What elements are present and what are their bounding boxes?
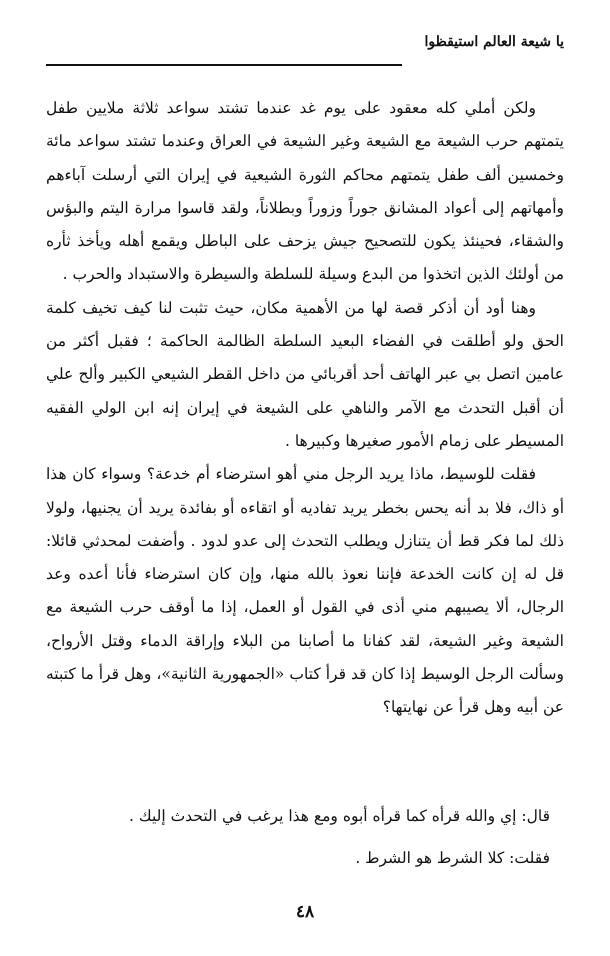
paragraph: ولكن أملي كله معقود على يوم غد عندما تشتد سواعد ثلاثة ملايين طفل يتمتهم حرب الشيعة مع الشيعة وغير الشيعة في العراق وعندما تشتد سواعد مائة وخمسين ألف طفل يتمتهم محاكم الثورة الشيعية في إيران التي أرسلت آباءهم وأمهاتهم إلى أعواد المشانق جوراً وزوراً وبطلاناً، ولقد قاسوا مرارة اليتم والبؤس والشقاء، فحينئذ يكون للتصحيح جيش يزحف على الباطل ويقمع أهله ويأخذ ثأره من أولئك الذين اتخذوا من البدع وسيلة للسلطة والسيطرة والاستبداد والحرب . [46,99,564,284]
header-rule [46,64,402,66]
page-number: ٤٨ [295,902,315,922]
running-header [46,30,564,70]
dialogue-line: قال: إي والله قرأه كما قرأه أبوه ومع هذا يرغب في التحدث إليك . [129,807,550,825]
paragraph: فقلت للوسيط، ماذا يريد الرجل مني أهو استرضاء أم خدعة؟ وسواء كان هذا أو ذاك، فلا بد أنه يحس بخطر يريد تفاديه أو اتقاءه أو بفائدة يريد أن يجنيها، ولولا ذلك لما فكر قط أن يتنازل ويطلب التحدث إلى عدو لدود . وأضفت لمحدثي قائلا: قل له إن كانت الخدعة فإننا نعوذ بالله منها، وإن كان استرضاء فأنا أعده وعد الرجال، ألا يصيبهم مني أذى في القول أو العمل، إذا ما أوقف حرب الشيعة مع الشيعة وغير الشيعة، لقد كفانا ما أصابنا من البلاء وإراقة الدماء وقتل الأرواح، وسألت الرجل الوسيط إذا كان قد قرأ كتاب «الجمهورية الثانية»، وهل قرأ ما كتبته عن أبيه وهل قرأ عن نهايتها؟ [46,465,564,717]
dialogue-line: فقلت: كلا الشرط هو الشرط . [355,849,550,867]
body-text [46,92,564,725]
running-header-title: يا شيعة العالم استيقظوا [424,34,564,50]
paragraph: وهنا أود أن أذكر قصة لها من الأهمية مكان، حيث تثبت لنا كيف تخيف كلمة الحق ولو أطلقت في الفضاء البعيد السلطة الظالمة الحاكمة ؛ فقبل أكثر من عامين اتصل بي عبر الهاتف أحد أقربائي من داخل القطر الشيعي الكبير وألح علي أن أقبل التحدث مع الآمر والناهي على الشيعة في إيران إنه ابن الولي الفقيه المسيطر على زمام الأمور صغيرها وكبيرها . [46,298,564,450]
